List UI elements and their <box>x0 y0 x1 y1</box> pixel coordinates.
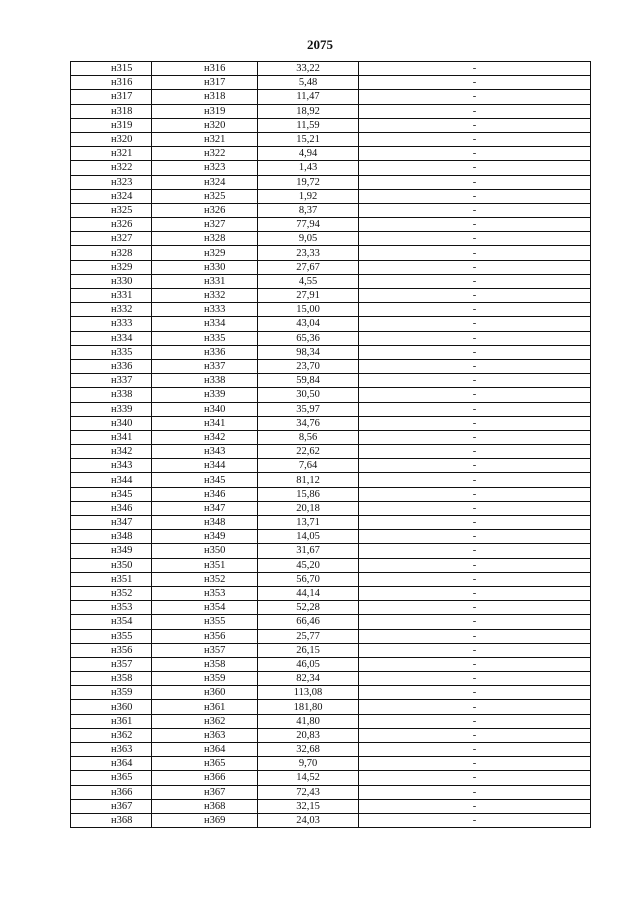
table-row <box>71 459 591 473</box>
note-cell: - <box>359 331 591 345</box>
distance-cell: 14,52 <box>258 771 359 785</box>
table-row <box>71 799 591 813</box>
note-cell: - <box>359 672 591 686</box>
note-cell: - <box>359 572 591 586</box>
note-cell: - <box>359 714 591 728</box>
from-point-cell: н347 <box>71 516 152 530</box>
from-point-cell: н325 <box>71 203 152 217</box>
to-point-cell: н368 <box>152 799 258 813</box>
distance-cell: 35,97 <box>258 402 359 416</box>
note-cell: - <box>359 501 591 515</box>
note-cell: - <box>359 104 591 118</box>
note-cell: - <box>359 601 591 615</box>
distance-cell: 77,94 <box>258 218 359 232</box>
distance-cell: 25,77 <box>258 629 359 643</box>
table-row <box>71 317 591 331</box>
from-point-cell: н328 <box>71 246 152 260</box>
from-point-cell: н340 <box>71 416 152 430</box>
distance-cell: 33,22 <box>258 62 359 76</box>
to-point-cell: н367 <box>152 785 258 799</box>
distance-cell: 4,94 <box>258 147 359 161</box>
note-cell: - <box>359 757 591 771</box>
note-cell: - <box>359 132 591 146</box>
to-point-cell: н351 <box>152 558 258 572</box>
table-row <box>71 657 591 671</box>
to-point-cell: н323 <box>152 161 258 175</box>
note-cell: - <box>359 147 591 161</box>
page-number: 2075 <box>307 37 333 52</box>
to-point-cell: н352 <box>152 572 258 586</box>
note-cell: - <box>359 615 591 629</box>
from-point-cell: н323 <box>71 175 152 189</box>
distance-cell: 14,05 <box>258 530 359 544</box>
to-point-cell: н325 <box>152 189 258 203</box>
note-cell: - <box>359 728 591 742</box>
to-point-cell: н345 <box>152 473 258 487</box>
to-point-cell: н329 <box>152 246 258 260</box>
note-cell: - <box>359 445 591 459</box>
note-cell: - <box>359 785 591 799</box>
table-row <box>71 516 591 530</box>
note-cell: - <box>359 161 591 175</box>
note-cell: - <box>359 62 591 76</box>
note-cell: - <box>359 558 591 572</box>
to-point-cell: н357 <box>152 643 258 657</box>
table-row <box>71 90 591 104</box>
to-point-cell: н333 <box>152 303 258 317</box>
from-point-cell: н330 <box>71 274 152 288</box>
distance-cell: 15,86 <box>258 487 359 501</box>
from-point-cell: н365 <box>71 771 152 785</box>
to-point-cell: н346 <box>152 487 258 501</box>
distance-cell: 65,36 <box>258 331 359 345</box>
from-point-cell: н333 <box>71 317 152 331</box>
from-point-cell: н357 <box>71 657 152 671</box>
table-row <box>71 544 591 558</box>
table-row <box>71 232 591 246</box>
note-cell: - <box>359 586 591 600</box>
note-cell: - <box>359 629 591 643</box>
note-cell: - <box>359 487 591 501</box>
distance-cell: 82,34 <box>258 672 359 686</box>
distance-cell: 8,37 <box>258 203 359 217</box>
distance-cell: 30,50 <box>258 388 359 402</box>
distance-cell: 32,15 <box>258 799 359 813</box>
distance-cell: 15,21 <box>258 132 359 146</box>
from-point-cell: н362 <box>71 728 152 742</box>
table-row <box>71 487 591 501</box>
distance-cell: 32,68 <box>258 743 359 757</box>
table-row <box>71 359 591 373</box>
to-point-cell: н343 <box>152 445 258 459</box>
note-cell: - <box>359 544 591 558</box>
to-point-cell: н350 <box>152 544 258 558</box>
table-row <box>71 62 591 76</box>
from-point-cell: н320 <box>71 132 152 146</box>
from-point-cell: н334 <box>71 331 152 345</box>
to-point-cell: н331 <box>152 274 258 288</box>
to-point-cell: н324 <box>152 175 258 189</box>
to-point-cell: н327 <box>152 218 258 232</box>
from-point-cell: н360 <box>71 700 152 714</box>
from-point-cell: н368 <box>71 813 152 827</box>
table-row <box>71 331 591 345</box>
from-point-cell: н364 <box>71 757 152 771</box>
table-row <box>71 189 591 203</box>
table-row <box>71 501 591 515</box>
distance-cell: 22,62 <box>258 445 359 459</box>
table-row <box>71 274 591 288</box>
to-point-cell: н334 <box>152 317 258 331</box>
note-cell: - <box>359 118 591 132</box>
distance-cell: 13,71 <box>258 516 359 530</box>
distance-cell: 23,33 <box>258 246 359 260</box>
from-point-cell: н336 <box>71 359 152 373</box>
note-cell: - <box>359 402 591 416</box>
from-point-cell: н367 <box>71 799 152 813</box>
from-point-cell: н326 <box>71 218 152 232</box>
distance-cell: 52,28 <box>258 601 359 615</box>
note-cell: - <box>359 260 591 274</box>
to-point-cell: н358 <box>152 657 258 671</box>
from-point-cell: н342 <box>71 445 152 459</box>
note-cell: - <box>359 657 591 671</box>
note-cell: - <box>359 246 591 260</box>
to-point-cell: н355 <box>152 615 258 629</box>
to-point-cell: н328 <box>152 232 258 246</box>
table-row <box>71 672 591 686</box>
distance-cell: 81,12 <box>258 473 359 487</box>
from-point-cell: н344 <box>71 473 152 487</box>
table-row <box>71 161 591 175</box>
to-point-cell: н337 <box>152 359 258 373</box>
boundary-table-container <box>70 61 591 828</box>
table-row <box>71 430 591 444</box>
from-point-cell: н331 <box>71 289 152 303</box>
to-point-cell: н347 <box>152 501 258 515</box>
distance-cell: 4,55 <box>258 274 359 288</box>
distance-cell: 45,20 <box>258 558 359 572</box>
note-cell: - <box>359 771 591 785</box>
distance-cell: 34,76 <box>258 416 359 430</box>
table-body <box>71 62 591 828</box>
to-point-cell: н362 <box>152 714 258 728</box>
table-row <box>71 345 591 359</box>
table-row <box>71 771 591 785</box>
table-row <box>71 714 591 728</box>
from-point-cell: н355 <box>71 629 152 643</box>
note-cell: - <box>359 232 591 246</box>
to-point-cell: н322 <box>152 147 258 161</box>
to-point-cell: н320 <box>152 118 258 132</box>
distance-cell: 20,18 <box>258 501 359 515</box>
to-point-cell: н318 <box>152 90 258 104</box>
from-point-cell: н363 <box>71 743 152 757</box>
distance-cell: 1,43 <box>258 161 359 175</box>
note-cell: - <box>359 530 591 544</box>
to-point-cell: н335 <box>152 331 258 345</box>
from-point-cell: н350 <box>71 558 152 572</box>
distance-cell: 24,03 <box>258 813 359 827</box>
table-row <box>71 132 591 146</box>
note-cell: - <box>359 90 591 104</box>
from-point-cell: н327 <box>71 232 152 246</box>
distance-cell: 44,14 <box>258 586 359 600</box>
table-row <box>71 289 591 303</box>
from-point-cell: н341 <box>71 430 152 444</box>
table-row <box>71 402 591 416</box>
note-cell: - <box>359 416 591 430</box>
from-point-cell: н345 <box>71 487 152 501</box>
distance-cell: 5,48 <box>258 76 359 90</box>
distance-cell: 98,34 <box>258 345 359 359</box>
note-cell: - <box>359 813 591 827</box>
table-row <box>71 260 591 274</box>
table-row <box>71 246 591 260</box>
from-point-cell: н351 <box>71 572 152 586</box>
to-point-cell: н366 <box>152 771 258 785</box>
note-cell: - <box>359 274 591 288</box>
from-point-cell: н322 <box>71 161 152 175</box>
from-point-cell: н338 <box>71 388 152 402</box>
to-point-cell: н336 <box>152 345 258 359</box>
to-point-cell: н321 <box>152 132 258 146</box>
from-point-cell: н317 <box>71 90 152 104</box>
from-point-cell: н315 <box>71 62 152 76</box>
from-point-cell: н346 <box>71 501 152 515</box>
table-row <box>71 743 591 757</box>
table-row <box>71 601 591 615</box>
table-row <box>71 76 591 90</box>
from-point-cell: н352 <box>71 586 152 600</box>
from-point-cell: н358 <box>71 672 152 686</box>
note-cell: - <box>359 473 591 487</box>
to-point-cell: н338 <box>152 374 258 388</box>
note-cell: - <box>359 700 591 714</box>
to-point-cell: н316 <box>152 62 258 76</box>
from-point-cell: н332 <box>71 303 152 317</box>
table-row <box>71 118 591 132</box>
note-cell: - <box>359 317 591 331</box>
distance-cell: 27,91 <box>258 289 359 303</box>
table-row <box>71 303 591 317</box>
table-row <box>71 615 591 629</box>
note-cell: - <box>359 303 591 317</box>
distance-cell: 113,08 <box>258 686 359 700</box>
note-cell: - <box>359 374 591 388</box>
distance-cell: 7,64 <box>258 459 359 473</box>
distance-cell: 66,46 <box>258 615 359 629</box>
table-row <box>71 643 591 657</box>
note-cell: - <box>359 686 591 700</box>
to-point-cell: н364 <box>152 743 258 757</box>
note-cell: - <box>359 388 591 402</box>
table-row <box>71 218 591 232</box>
table-row <box>71 558 591 572</box>
from-point-cell: н343 <box>71 459 152 473</box>
table-row <box>71 686 591 700</box>
to-point-cell: н339 <box>152 388 258 402</box>
to-point-cell: н359 <box>152 672 258 686</box>
to-point-cell: н342 <box>152 430 258 444</box>
table-row <box>71 530 591 544</box>
distance-cell: 11,59 <box>258 118 359 132</box>
table-row <box>71 147 591 161</box>
to-point-cell: н356 <box>152 629 258 643</box>
note-cell: - <box>359 218 591 232</box>
distance-cell: 9,05 <box>258 232 359 246</box>
from-point-cell: н321 <box>71 147 152 161</box>
to-point-cell: н326 <box>152 203 258 217</box>
table-row <box>71 104 591 118</box>
distance-cell: 181,80 <box>258 700 359 714</box>
table-row <box>71 473 591 487</box>
from-point-cell: н329 <box>71 260 152 274</box>
from-point-cell: н319 <box>71 118 152 132</box>
to-point-cell: н341 <box>152 416 258 430</box>
to-point-cell: н340 <box>152 402 258 416</box>
distance-cell: 1,92 <box>258 189 359 203</box>
from-point-cell: н316 <box>71 76 152 90</box>
distance-cell: 8,56 <box>258 430 359 444</box>
distance-cell: 43,04 <box>258 317 359 331</box>
to-point-cell: н317 <box>152 76 258 90</box>
table-row <box>71 416 591 430</box>
table-row <box>71 572 591 586</box>
table-row <box>71 757 591 771</box>
table-row <box>71 374 591 388</box>
note-cell: - <box>359 175 591 189</box>
distance-cell: 23,70 <box>258 359 359 373</box>
distance-cell: 9,70 <box>258 757 359 771</box>
to-point-cell: н330 <box>152 260 258 274</box>
distance-cell: 41,80 <box>258 714 359 728</box>
note-cell: - <box>359 516 591 530</box>
note-cell: - <box>359 459 591 473</box>
from-point-cell: н318 <box>71 104 152 118</box>
distance-cell: 26,15 <box>258 643 359 657</box>
from-point-cell: н361 <box>71 714 152 728</box>
to-point-cell: н360 <box>152 686 258 700</box>
table-row <box>71 785 591 799</box>
distance-cell: 59,84 <box>258 374 359 388</box>
to-point-cell: н348 <box>152 516 258 530</box>
note-cell: - <box>359 203 591 217</box>
note-cell: - <box>359 189 591 203</box>
distance-cell: 20,83 <box>258 728 359 742</box>
note-cell: - <box>359 359 591 373</box>
from-point-cell: н359 <box>71 686 152 700</box>
from-point-cell: н356 <box>71 643 152 657</box>
to-point-cell: н349 <box>152 530 258 544</box>
to-point-cell: н365 <box>152 757 258 771</box>
distance-cell: 56,70 <box>258 572 359 586</box>
from-point-cell: н339 <box>71 402 152 416</box>
distance-cell: 11,47 <box>258 90 359 104</box>
distance-cell: 27,67 <box>258 260 359 274</box>
table-row <box>71 813 591 827</box>
to-point-cell: н361 <box>152 700 258 714</box>
from-point-cell: н349 <box>71 544 152 558</box>
boundary-segments-table <box>70 61 591 828</box>
from-point-cell: н354 <box>71 615 152 629</box>
note-cell: - <box>359 76 591 90</box>
table-row <box>71 388 591 402</box>
from-point-cell: н366 <box>71 785 152 799</box>
distance-cell: 31,67 <box>258 544 359 558</box>
distance-cell: 19,72 <box>258 175 359 189</box>
to-point-cell: н354 <box>152 601 258 615</box>
note-cell: - <box>359 799 591 813</box>
table-row <box>71 445 591 459</box>
to-point-cell: н363 <box>152 728 258 742</box>
table-row <box>71 700 591 714</box>
from-point-cell: н348 <box>71 530 152 544</box>
distance-cell: 46,05 <box>258 657 359 671</box>
distance-cell: 72,43 <box>258 785 359 799</box>
note-cell: - <box>359 743 591 757</box>
to-point-cell: н369 <box>152 813 258 827</box>
to-point-cell: н344 <box>152 459 258 473</box>
from-point-cell: н337 <box>71 374 152 388</box>
from-point-cell: н353 <box>71 601 152 615</box>
note-cell: - <box>359 430 591 444</box>
table-row <box>71 175 591 189</box>
to-point-cell: н353 <box>152 586 258 600</box>
table-row <box>71 203 591 217</box>
table-row <box>71 586 591 600</box>
to-point-cell: н332 <box>152 289 258 303</box>
table-row <box>71 629 591 643</box>
note-cell: - <box>359 289 591 303</box>
to-point-cell: н319 <box>152 104 258 118</box>
from-point-cell: н335 <box>71 345 152 359</box>
distance-cell: 15,00 <box>258 303 359 317</box>
from-point-cell: н324 <box>71 189 152 203</box>
note-cell: - <box>359 643 591 657</box>
distance-cell: 18,92 <box>258 104 359 118</box>
table-row <box>71 728 591 742</box>
note-cell: - <box>359 345 591 359</box>
